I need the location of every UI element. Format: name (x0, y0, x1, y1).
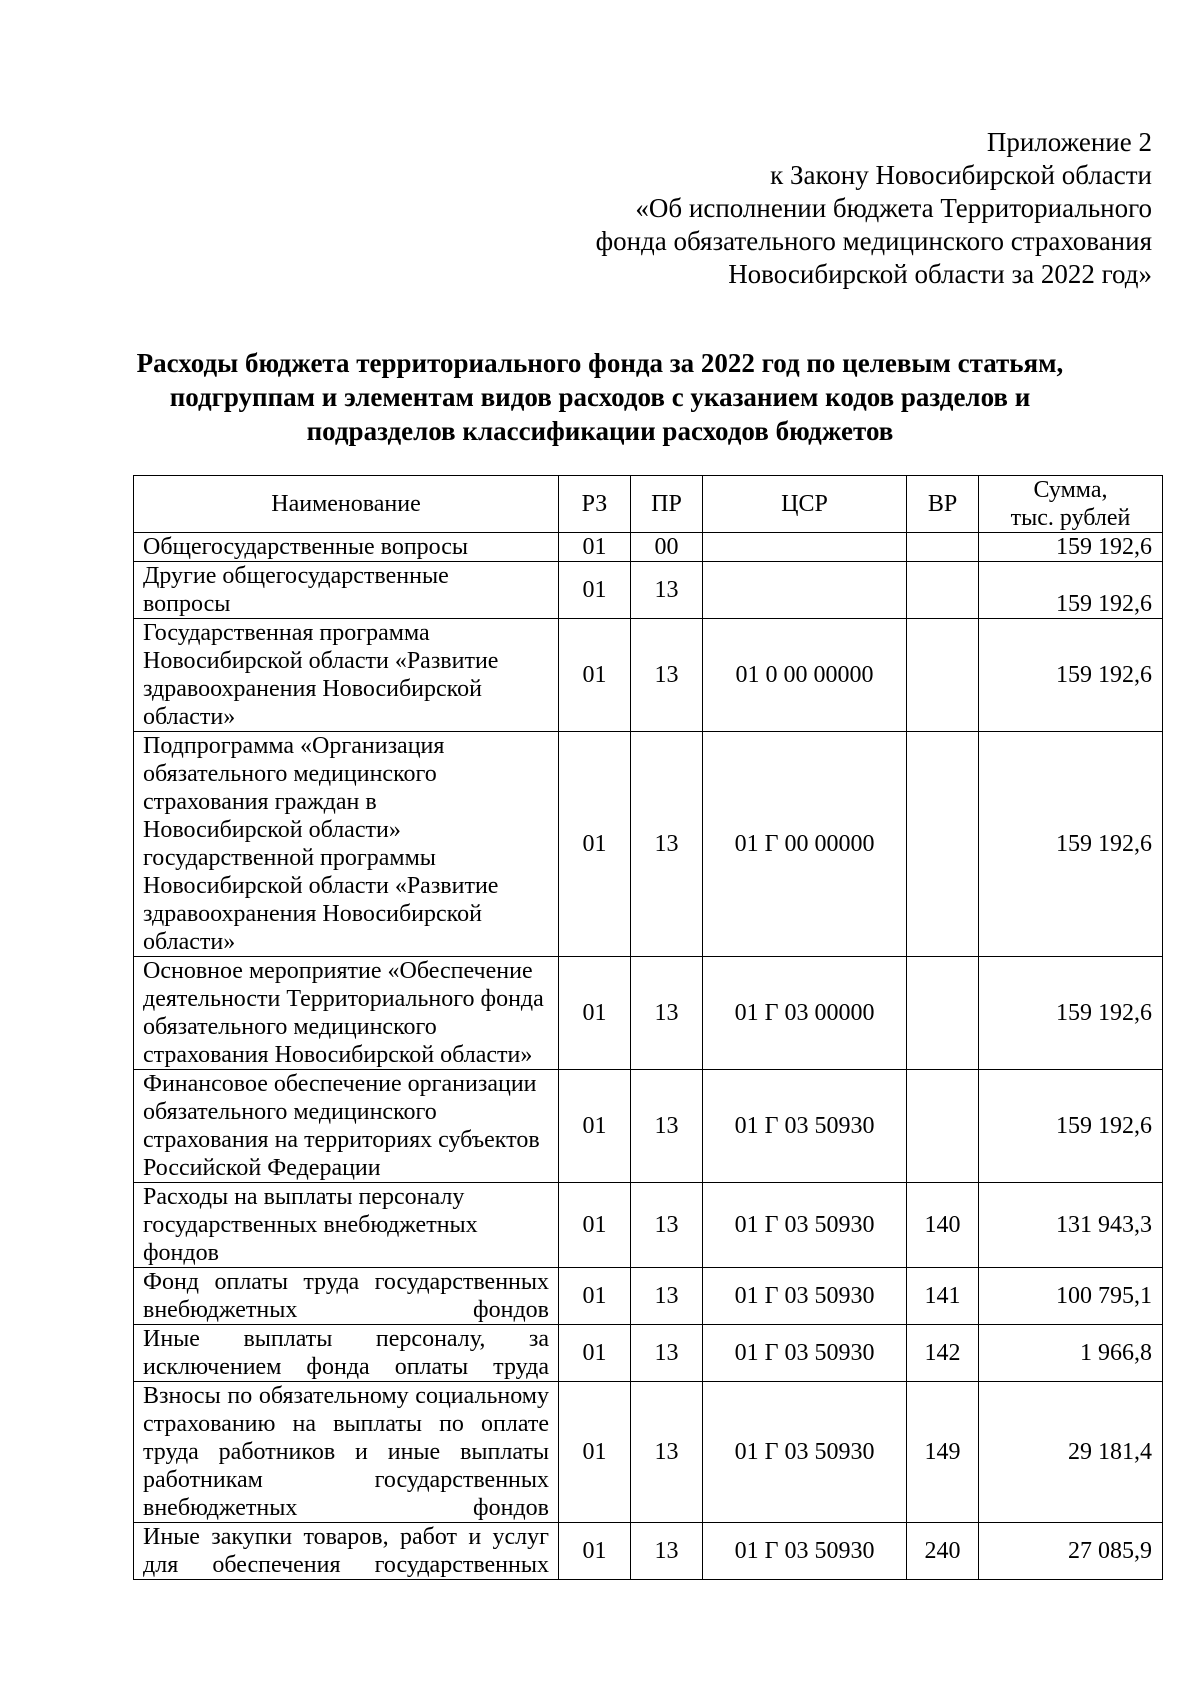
row-csr: 01 Г 03 50930 (703, 1268, 907, 1325)
row-name: Основное мероприятие «Обеспечение деятельности Территориального фонда обязательного медицинского страхования Новосибирской области» (134, 957, 559, 1070)
row-rz: 01 (559, 619, 631, 732)
row-sum: 159 192,6 (979, 619, 1163, 732)
row-sum: 159 192,6 (979, 533, 1163, 562)
column-header-name: Наименование (134, 476, 559, 533)
row-pr: 13 (631, 562, 703, 619)
row-pr: 13 (631, 1070, 703, 1183)
row-csr: 01 Г 03 50930 (703, 1183, 907, 1268)
row-csr: 01 Г 03 00000 (703, 957, 907, 1070)
row-sum: 29 181,4 (979, 1382, 1163, 1523)
row-pr: 13 (631, 1382, 703, 1523)
row-rz: 01 (559, 1382, 631, 1523)
row-csr (703, 562, 907, 619)
table-row (134, 533, 1163, 562)
column-header-pr: ПР (631, 476, 703, 533)
row-csr: 01 Г 03 50930 (703, 1325, 907, 1382)
table-row (134, 1268, 1163, 1325)
table-row (134, 957, 1163, 1070)
row-rz: 01 (559, 1268, 631, 1325)
column-header-sum-line1: Сумма, (1033, 477, 1108, 503)
row-rz: 01 (559, 732, 631, 957)
row-name: Другие общегосударственные вопросы (134, 562, 559, 619)
appendix-header (596, 126, 1152, 291)
row-vr (907, 533, 979, 562)
document-title-line: Расходы бюджета территориального фонда за 2022 год по целевым статьям, (136, 348, 1064, 378)
table-row (134, 1183, 1163, 1268)
row-name: Расходы на выплаты персоналу государственных внебюджетных фондов (134, 1183, 559, 1268)
row-name: Иные закупки товаров, работ и услуг для обеспечения государственных (143, 1524, 549, 1578)
row-sum: 159 192,6 (979, 732, 1163, 957)
document-title (80, 346, 1120, 448)
row-vr: 141 (907, 1268, 979, 1325)
row-vr: 149 (907, 1382, 979, 1523)
column-header-sum-line2: тыс. рублей (1010, 505, 1131, 531)
row-name: Иные выплаты персоналу, за исключением фонда оплаты труда (134, 1325, 559, 1382)
row-pr: 13 (631, 619, 703, 732)
appendix-header-line: Новосибирской области за 2022 год» (728, 259, 1152, 289)
row-name: Государственная программа Новосибирской области «Развитие здравоохранения Новосибирской области» (134, 619, 559, 732)
appendix-header-line: «Об исполнении бюджета Территориального (635, 193, 1152, 223)
column-header-sum (979, 476, 1163, 533)
row-sum: 27 085,9 (979, 1523, 1163, 1580)
appendix-header-line: фонда обязательного медицинского страхования (595, 226, 1152, 256)
row-pr: 13 (631, 732, 703, 957)
row-pr: 00 (631, 533, 703, 562)
column-header-rz: РЗ (559, 476, 631, 533)
row-sum: 159 192,6 (979, 562, 1163, 619)
table-row (134, 619, 1163, 732)
budget-table (133, 475, 1163, 1580)
row-pr: 13 (631, 1183, 703, 1268)
row-rz: 01 (559, 1325, 631, 1382)
row-pr: 13 (631, 957, 703, 1070)
table-row (134, 1325, 1163, 1382)
row-rz: 01 (559, 1523, 631, 1580)
row-rz: 01 (559, 1070, 631, 1183)
row-csr: 01 Г 00 00000 (703, 732, 907, 957)
row-csr: 01 Г 03 50930 (703, 1382, 907, 1523)
row-sum: 1 966,8 (979, 1325, 1163, 1382)
table-header-row (134, 476, 1163, 533)
row-sum: 100 795,1 (979, 1268, 1163, 1325)
row-rz: 01 (559, 1183, 631, 1268)
row-sum: 159 192,6 (979, 957, 1163, 1070)
row-name: Фонд оплаты труда государственных внебюджетных фондов (134, 1268, 559, 1325)
row-name: Общегосударственные вопросы (134, 533, 559, 562)
row-csr (703, 533, 907, 562)
column-header-csr: ЦСР (703, 476, 907, 533)
row-vr: 240 (907, 1523, 979, 1580)
row-name: Взносы по обязательному социальному страхованию на выплаты по оплате труда работников и иные выплаты работникам государственных внебюджетных фондов (134, 1382, 559, 1523)
table-row (134, 562, 1163, 619)
row-sum: 131 943,3 (979, 1183, 1163, 1268)
table-row (134, 1523, 1163, 1580)
row-vr: 140 (907, 1183, 979, 1268)
table-row (134, 732, 1163, 957)
appendix-header-line: к Закону Новосибирской области (770, 160, 1152, 190)
row-pr: 13 (631, 1325, 703, 1382)
row-rz: 01 (559, 957, 631, 1070)
column-header-vr: ВР (907, 476, 979, 533)
row-vr (907, 957, 979, 1070)
row-pr: 13 (631, 1523, 703, 1580)
row-csr: 01 Г 03 50930 (703, 1070, 907, 1183)
row-name-cell (134, 1523, 559, 1580)
row-pr: 13 (631, 1268, 703, 1325)
table-row (134, 1382, 1163, 1523)
row-vr (907, 619, 979, 732)
appendix-header-line: Приложение 2 (986, 127, 1152, 157)
row-vr (907, 1070, 979, 1183)
row-rz: 01 (559, 533, 631, 562)
row-csr: 01 0 00 00000 (703, 619, 907, 732)
document-title-line: подгруппам и элементам видов расходов с указанием кодов разделов и (169, 382, 1031, 412)
row-vr (907, 562, 979, 619)
row-name: Финансовое обеспечение организации обязательного медицинского страхования на территориях субъектов Российской Федерации (134, 1070, 559, 1183)
row-name: Подпрограмма «Организация обязательного медицинского страхования граждан в Новосибирской области» государственной программы Новосибирской области «Развитие здравоохранения Новосибирской области» (134, 732, 559, 957)
row-rz: 01 (559, 562, 631, 619)
row-vr: 142 (907, 1325, 979, 1382)
row-vr (907, 732, 979, 957)
table-row (134, 1070, 1163, 1183)
row-csr: 01 Г 03 50930 (703, 1523, 907, 1580)
document-title-line: подразделов классификации расходов бюджетов (306, 416, 894, 446)
row-sum: 159 192,6 (979, 1070, 1163, 1183)
